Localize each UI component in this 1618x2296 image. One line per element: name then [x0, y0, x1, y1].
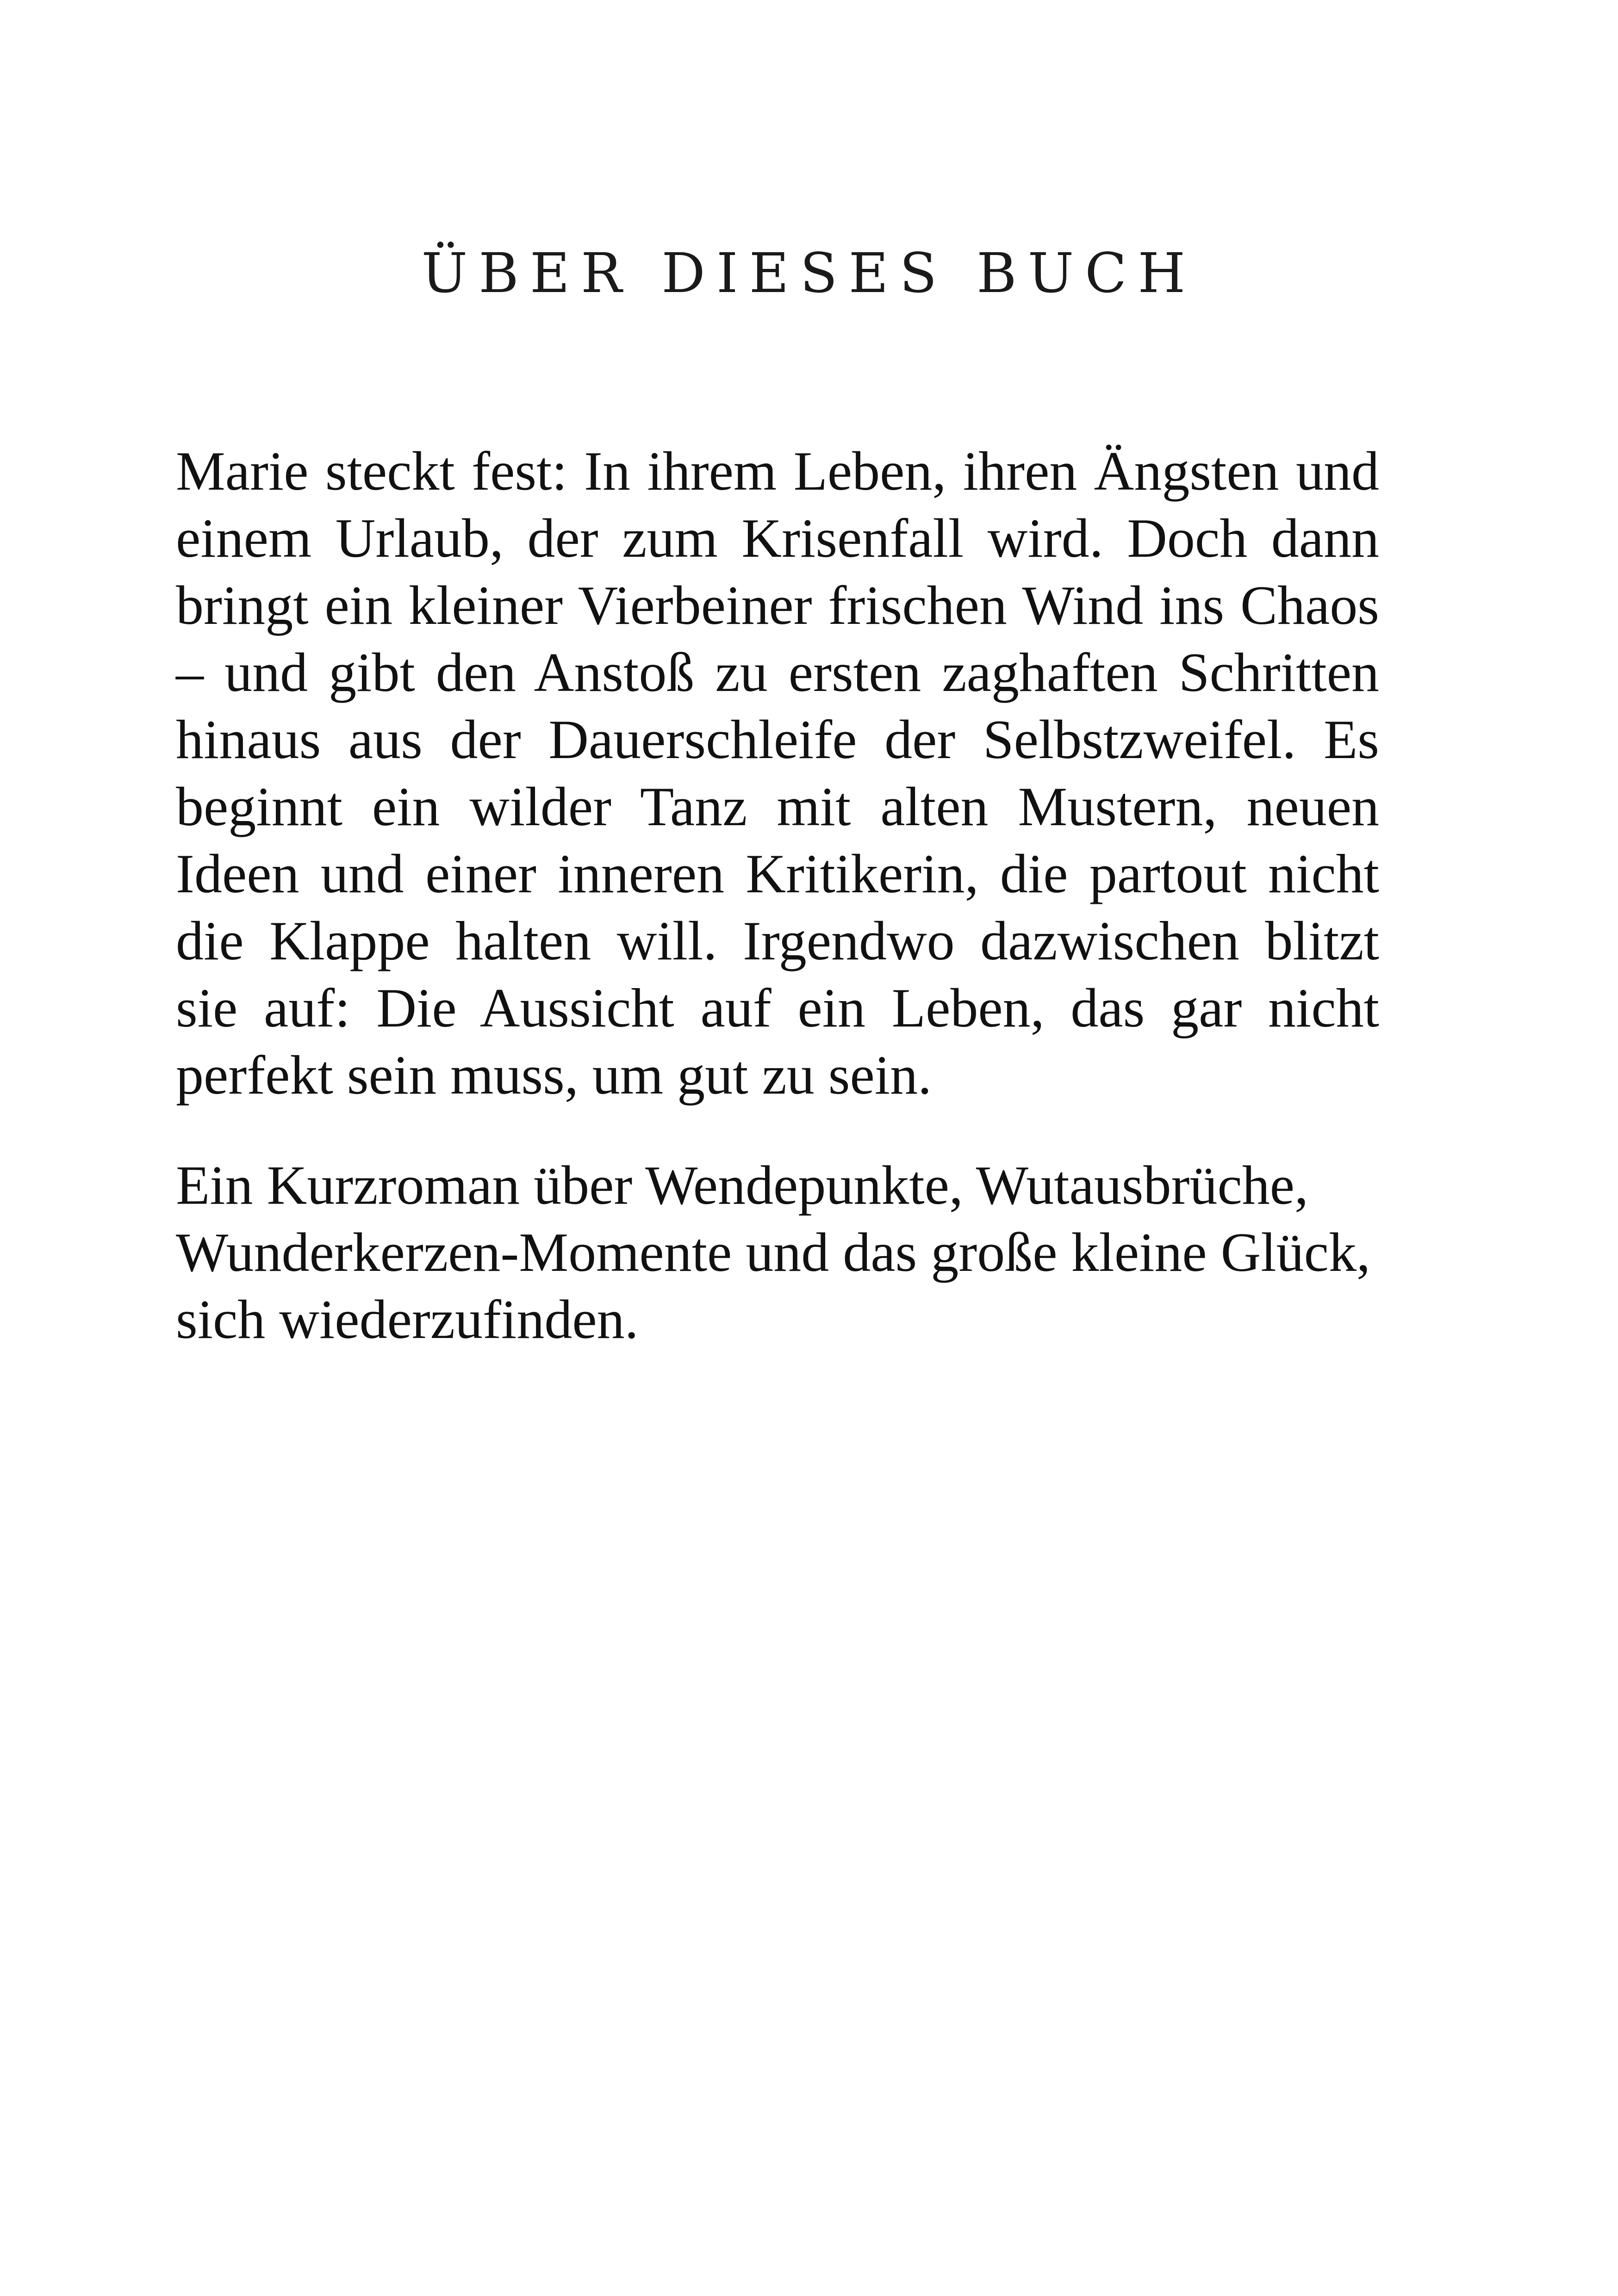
blurb-paragraph-2: Ein Kurzroman über Wendepunkte, Wutausbrüche, Wunderkerzen-Momente und das große kleine Glück, sich wiederzufinden.	[176, 1154, 1370, 1350]
blurb-paragraph-1: Marie steckt fest: In ihrem Leben, ihren Ängsten und einem Urlaub, der zum Krisenfall wird. Doch dann bringt ein kleiner Vierbeiner frischen Wind ins Chaos – und gibt den Anstoß zu ersten zaghaften Schritten hinaus aus der Dauerschleife der Selbstzweifel. Es beginnt ein wilder Tanz mit alten Mustern, neuen Ideen und einer inneren Kritikerin, die partout nicht die Klappe halten will. Irgendwo dazwischen blitzt sie auf: Die Aussicht auf ein Leben, das gar nicht perfekt sein muss, um gut zu sein.	[176, 440, 1379, 1106]
page-heading: ÜBER DIESES BUCH	[421, 241, 1197, 305]
